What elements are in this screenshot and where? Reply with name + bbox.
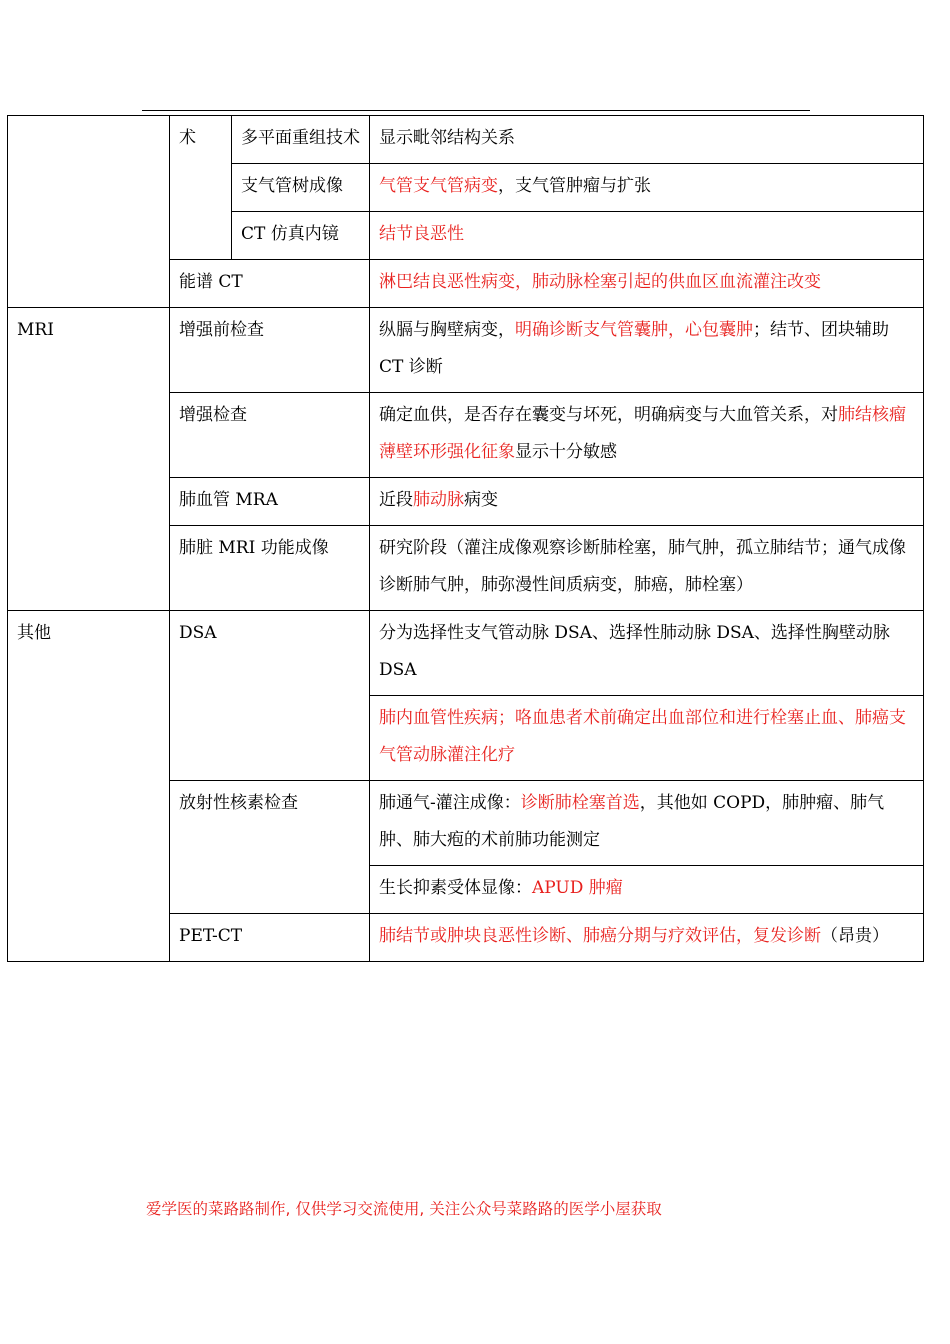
pet-label: PET-CT [170,914,370,962]
mri-func-desc: 研究阶段（灌注成像观察诊断肺栓塞，肺气肿，孤立肺结节；通气成像诊断肺气肿，肺弥漫性间质病变，肺癌，肺栓塞） [370,526,924,611]
ct-spectral-label: 能谱 CT [170,260,370,308]
mri-category: MRI [8,308,170,611]
ct-mpr-label: 多平面重组技术 [232,116,370,164]
other-category: 其他 [8,611,170,962]
ct-endo-desc: 结节良恶性 [370,212,924,260]
ct-bronch-label: 支气管树成像 [232,164,370,212]
imaging-table [7,115,924,962]
mri-pre-desc: 纵膈与胸壁病变，明确诊断支气管囊肿，心包囊肿；结节、团块辅助 CT 诊断 [370,308,924,393]
nuclide-label: 放射性核素检查 [170,781,370,914]
mri-pre-label: 增强前检查 [170,308,370,393]
ct-subcategory-cell: 术 [170,116,232,260]
mri-enh-desc: 确定血供，是否存在囊变与坏死，明确病变与大血管关系，对肺结核瘤薄壁环形强化征象显示十分敏感 [370,393,924,478]
ct-category-cell [8,116,170,308]
footer-note: 爱学医的菜路路制作, 仅供学习交流使用, 关注公众号菜路路的医学小屋获取 [146,1200,662,1218]
mri-mra-desc: 近段肺动脉病变 [370,478,924,526]
ct-endo-label: CT 仿真内镜 [232,212,370,260]
mri-func-label: 肺脏 MRI 功能成像 [170,526,370,611]
ct-mpr-desc: 显示毗邻结构关系 [370,116,924,164]
mri-mra-label: 肺血管 MRA [170,478,370,526]
nuclide-desc-1: 肺通气-灌注成像：诊断肺栓塞首选，其他如 COPD，肺肿瘤、肺气肿、肺大疱的术前肺功能测定 [370,781,924,866]
dsa-desc-1: 分为选择性支气管动脉 DSA、选择性肺动脉 DSA、选择性胸壁动脉 DSA [370,611,924,696]
dsa-label: DSA [170,611,370,781]
mri-enh-label: 增强检查 [170,393,370,478]
header-rule [142,110,810,111]
dsa-desc-2: 肺内血管性疾病；咯血患者术前确定出血部位和进行栓塞止血、肺癌支气管动脉灌注化疗 [370,696,924,781]
ct-spectral-desc: 淋巴结良恶性病变，肺动脉栓塞引起的供血区血流灌注改变 [370,260,924,308]
nuclide-desc-2: 生长抑素受体显像：APUD 肿瘤 [370,866,924,914]
pet-desc: 肺结节或肿块良恶性诊断、肺癌分期与疗效评估，复发诊断（昂贵） [370,914,924,962]
ct-bronch-desc: 气管支气管病变，支气管肿瘤与扩张 [370,164,924,212]
